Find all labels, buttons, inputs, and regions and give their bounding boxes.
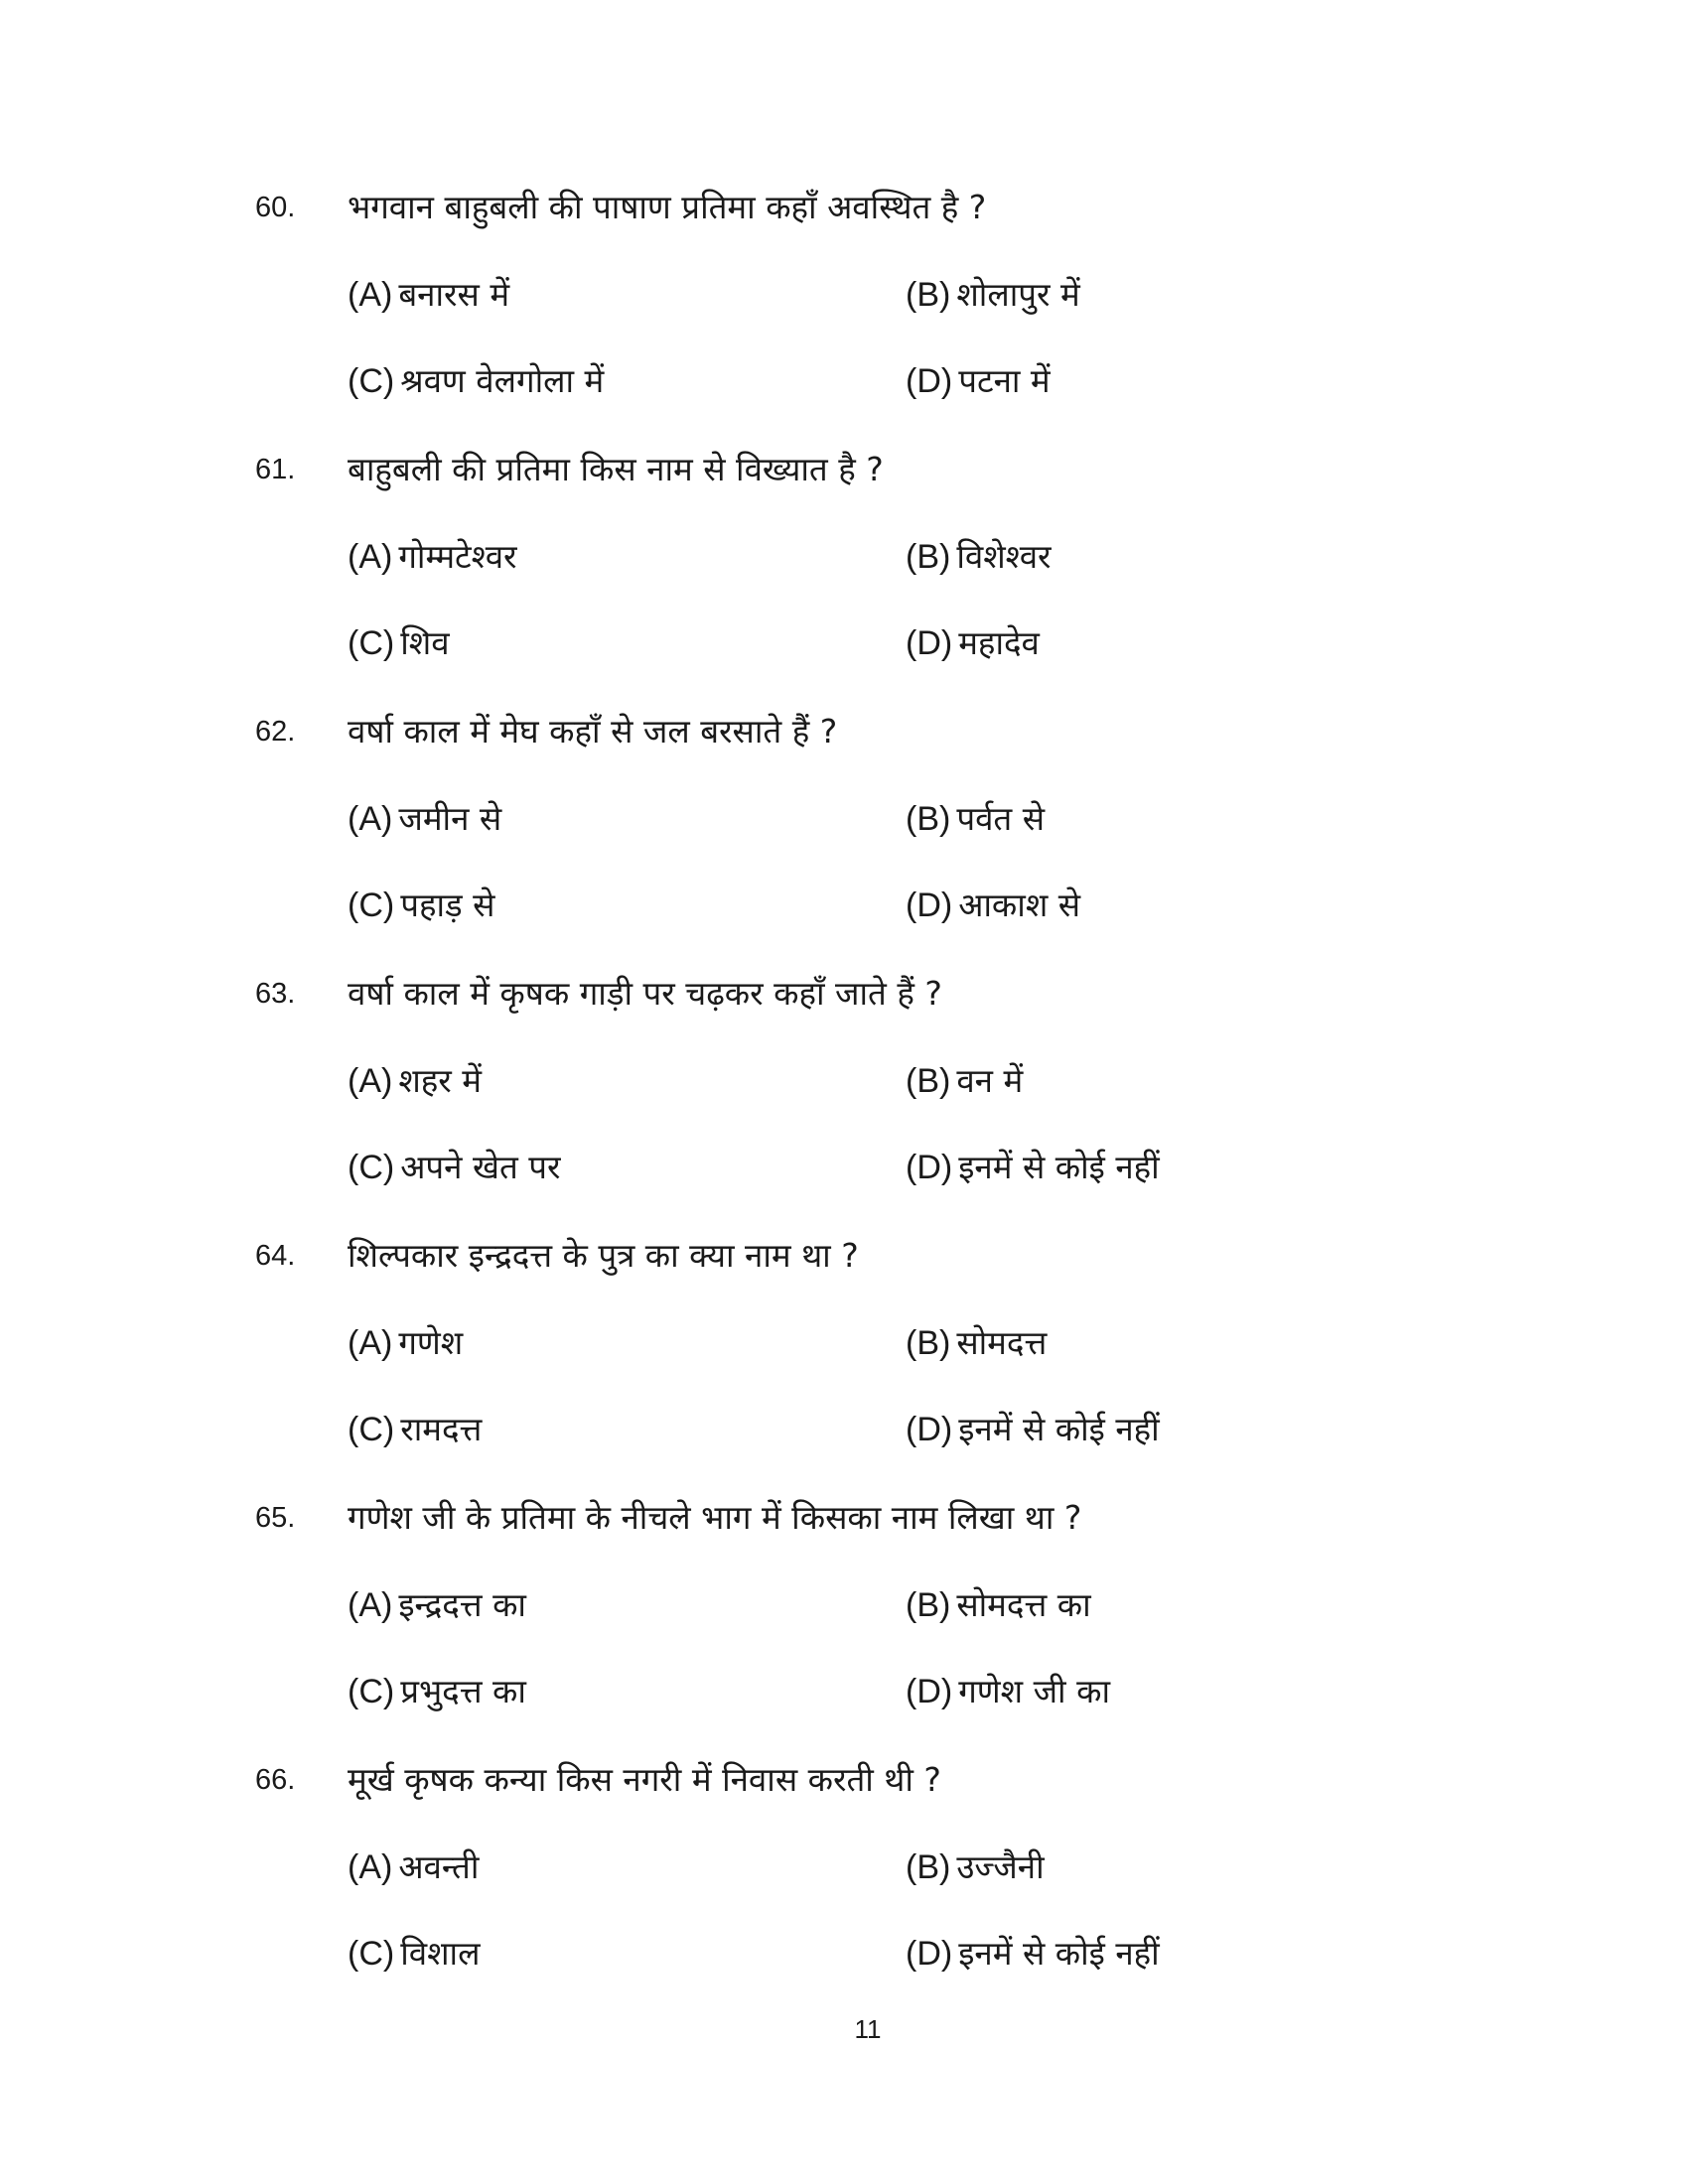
option-a [348,273,509,317]
option-letter: (C) [348,1411,395,1448]
option-text: सोमदत्त [956,1323,1048,1362]
option-letter: (C) [348,1673,395,1710]
option-c [348,884,494,927]
page-number: 11 [854,2014,882,2044]
question-text: वर्षा काल में मेघ कहाँ से जल बरसाते हैं ? [348,712,838,751]
question-number: 62. [255,716,296,748]
option-text: विशेश्वर [956,537,1052,576]
question-66 [0,1758,1688,2016]
question-text: भगवान बाहुबली की पाषाण प्रतिमा कहाँ अवस्थित है ? [348,188,987,226]
option-c [348,1146,561,1189]
option-text: शहर में [398,1061,483,1100]
option-letter: (A) [348,800,393,838]
option-letter: (D) [906,887,953,924]
option-text: बनारस में [398,275,510,314]
option-letter: (B) [906,538,951,576]
option-letter: (B) [906,800,951,838]
question-text: बाहुबली की प्रतिमा किस नाम से विख्यात है ? [348,450,884,488]
option-letter: (D) [906,362,953,400]
option-d [906,1408,1160,1451]
option-letter: (B) [906,1586,951,1624]
option-a [348,1321,463,1365]
option-text: पटना में [958,361,1051,400]
option-c [348,1932,480,1976]
option-letter: (C) [348,887,395,924]
option-letter: (C) [348,624,395,662]
option-text: प्रभुदत्त का [400,1672,526,1710]
question-text: मूर्ख कृषक कन्या किस नगरी में निवास करती थी ? [348,1760,941,1799]
option-c [348,359,604,403]
question-number: 60. [255,192,296,223]
option-d [906,359,1051,403]
option-text: सोमदत्त का [956,1585,1091,1624]
option-letter: (A) [348,1062,393,1100]
question-text: गणेश जी के प्रतिमा के नीचले भाग में किसका नाम लिखा था ? [348,1498,1082,1537]
option-letter: (C) [348,1149,395,1186]
option-text: वन में [956,1061,1024,1100]
question-61 [0,448,1688,706]
option-b [906,797,1045,841]
option-letter: (A) [348,1848,393,1886]
question-number: 63. [255,978,296,1010]
question-text: वर्षा काल में कृषक गाड़ी पर चढ़कर कहाँ जाते हैं ? [348,974,942,1013]
option-d [906,884,1080,927]
option-letter: (D) [906,624,953,662]
option-c [348,1670,526,1713]
option-text: महादेव [958,623,1040,662]
option-b [906,1321,1047,1365]
option-c [348,621,450,665]
option-letter: (A) [348,1586,393,1624]
question-number: 66. [255,1764,296,1796]
option-letter: (C) [348,362,395,400]
option-a [348,1583,526,1627]
option-letter: (D) [906,1411,953,1448]
option-letter: (A) [348,276,393,314]
option-text: गोम्मटेश्वर [398,537,517,576]
option-d [906,1932,1160,1976]
option-text: शोलापुर में [956,275,1080,314]
question-number: 64. [255,1240,296,1272]
option-letter: (B) [906,1062,951,1100]
option-text: पहाड़ से [400,886,495,924]
option-d [906,1670,1110,1713]
option-a [348,797,501,841]
option-letter: (A) [348,538,393,576]
option-d [906,1146,1160,1189]
option-text: गणेश [398,1323,464,1362]
option-a [348,535,517,579]
option-text: जमीन से [398,799,502,838]
option-b [906,1059,1023,1103]
option-a [348,1059,482,1103]
option-letter: (B) [906,1324,951,1362]
option-text: इन्द्रदत्त का [398,1585,526,1624]
question-64 [0,1234,1688,1492]
option-text: रामदत्त [400,1410,483,1448]
option-text: उज्जैनी [956,1847,1045,1886]
option-b [906,1845,1045,1889]
question-number: 61. [255,454,296,485]
question-number: 65. [255,1502,296,1534]
option-letter: (D) [906,1935,953,1973]
option-text: गणेश जी का [958,1672,1110,1710]
question-62 [0,710,1688,968]
question-60 [0,186,1688,444]
option-d [906,621,1040,665]
option-text: विशाल [400,1934,481,1973]
option-letter: (B) [906,1848,951,1886]
option-text: श्रवण वेलगोला में [400,361,605,400]
option-b [906,535,1052,579]
option-letter: (D) [906,1673,953,1710]
question-65 [0,1496,1688,1754]
option-text: आकाश से [958,886,1081,924]
option-text: इनमें से कोई नहीं [958,1934,1160,1973]
question-text: शिल्पकार इन्द्रदत्त के पुत्र का क्या नाम था ? [348,1236,859,1275]
option-text: इनमें से कोई नहीं [958,1410,1160,1448]
option-text: इनमें से कोई नहीं [958,1148,1160,1186]
option-b [906,273,1080,317]
question-63 [0,972,1688,1230]
option-letter: (C) [348,1935,395,1973]
option-letter: (B) [906,276,951,314]
option-text: शिव [400,623,450,662]
option-letter: (D) [906,1149,953,1186]
option-letter: (A) [348,1324,393,1362]
option-text: अवन्ती [398,1847,480,1886]
option-a [348,1845,479,1889]
option-c [348,1408,482,1451]
option-text: अपने खेत पर [400,1148,561,1186]
option-b [906,1583,1091,1627]
option-text: पर्वत से [956,799,1046,838]
